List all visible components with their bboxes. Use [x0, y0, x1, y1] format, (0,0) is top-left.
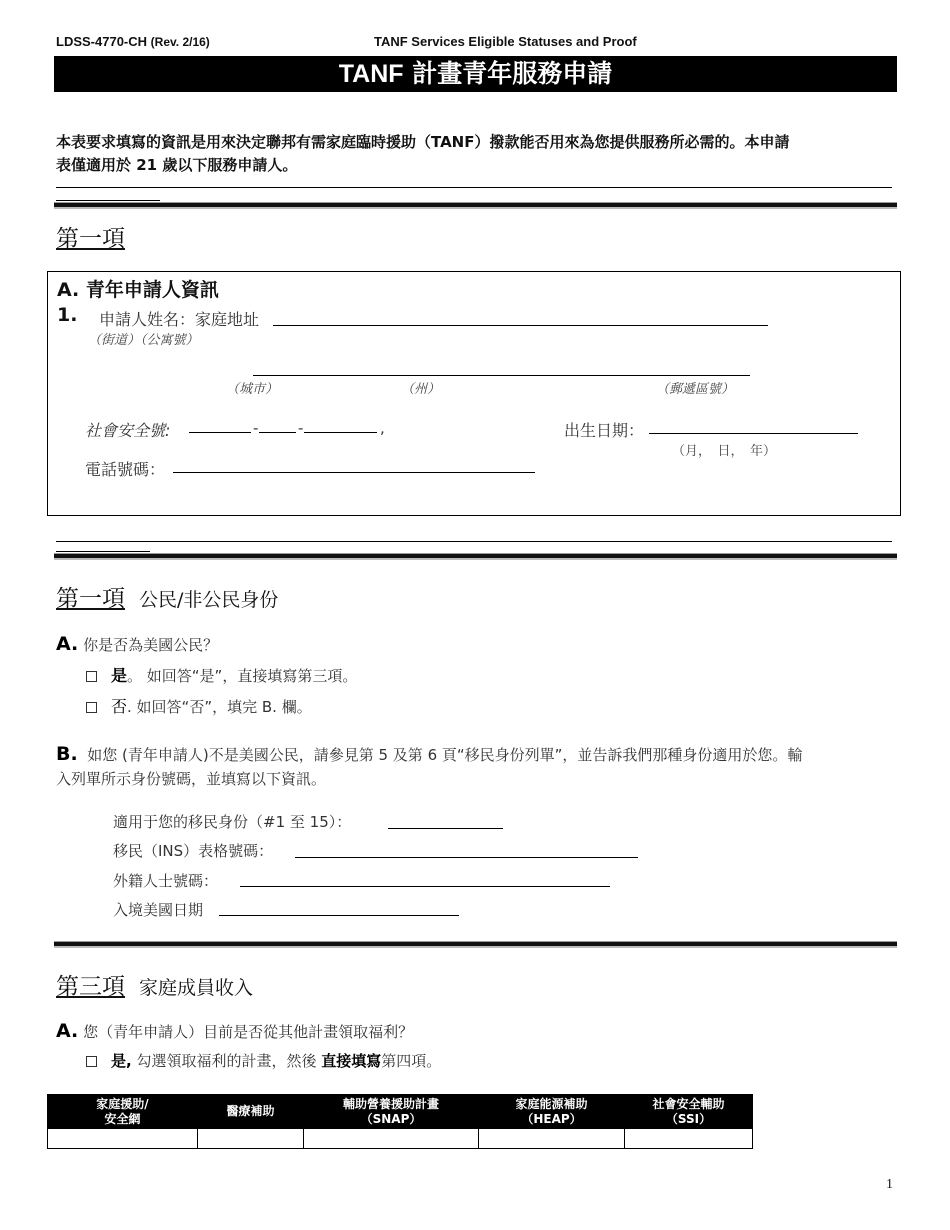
ssn-comma: ,	[380, 419, 385, 437]
question-text: 您（青年申請人）目前是否從其他計畫領取福利？	[83, 1023, 414, 1041]
header-line: 家庭援助/	[96, 1096, 149, 1111]
box-title: A. 青年申請人資訊	[57, 279, 219, 301]
header-line: 輔助營養援助計畫	[342, 1096, 439, 1111]
immigration-status-label: 適用于您的移民身份（#1 至 15）：	[113, 813, 352, 831]
cell-ssi[interactable]	[625, 1129, 753, 1149]
section-rule	[54, 202, 897, 209]
no-checkbox[interactable]	[86, 702, 97, 713]
divider	[56, 541, 892, 542]
dob-field[interactable]	[649, 433, 858, 434]
header-family-assistance	[48, 1095, 198, 1129]
ssn-dash: -	[298, 419, 304, 437]
question-letter: B.	[56, 743, 78, 765]
title-banner	[54, 56, 897, 92]
header-snap	[304, 1095, 479, 1129]
intro-line-2: 表僅適用於 21 歲以下服務申請人。	[56, 156, 298, 174]
entry-date-field[interactable]	[219, 915, 459, 916]
alien-number-label: 外籍人士號碼：	[113, 872, 219, 890]
divider	[56, 187, 892, 188]
cell-family-assistance[interactable]	[48, 1129, 198, 1149]
header-line: （SNAP）	[360, 1111, 422, 1126]
dob-label: 出生日期：	[564, 421, 645, 440]
ssn-dash: -	[253, 419, 259, 437]
section-rule	[54, 941, 897, 948]
form-revision: (Rev. 2/16)	[150, 35, 210, 49]
yes-instruction: 。 如回答“是”，直接填寫第三項。	[127, 667, 358, 685]
option-no	[86, 694, 312, 717]
name-address-field[interactable]	[273, 325, 768, 326]
dob-hint: （月， 日， 年）	[672, 444, 777, 459]
question-2a	[56, 633, 218, 655]
cell-heap[interactable]	[479, 1129, 625, 1149]
ssn-label: 社會安全號:	[85, 421, 171, 440]
phone-label: 電話號碼：	[85, 460, 166, 479]
intro-line-1: 本表要求填寫的資訊是用來決定聯邦有需家庭臨時援助（TANF）撥款能否用來為您提供服務所必需的。本申請	[56, 133, 790, 151]
immigration-status-field[interactable]	[388, 828, 503, 829]
option-text: 第四項。	[381, 1052, 442, 1070]
ins-form-label: 移民（INS）表格號碼：	[113, 842, 274, 860]
form-number: LDSS-4770-CH	[56, 34, 148, 49]
question-letter: A.	[56, 1020, 79, 1042]
section1-heading: 第一項	[56, 226, 125, 252]
question-text-line-2: 入列單所示身份號碼，並填寫以下資訊。	[56, 770, 327, 788]
option-yes	[86, 663, 357, 686]
header-heap	[479, 1095, 625, 1129]
question-2b	[56, 742, 896, 791]
question-letter: A.	[56, 633, 79, 655]
section2-subtitle: 公民/非公民身份	[139, 589, 279, 611]
cell-medicaid[interactable]	[198, 1129, 304, 1149]
section1-title	[56, 220, 125, 253]
no-instruction: . 如回答“否”，填完 B. 欄。	[127, 698, 312, 716]
yes-label: 是,	[111, 1052, 132, 1070]
header-line: 家庭能源補助	[515, 1096, 588, 1111]
zip-hint: （郵遞區號）	[656, 382, 735, 397]
cell-snap[interactable]	[304, 1129, 479, 1149]
city-hint: （城市）	[226, 382, 279, 397]
section3-heading: 第三項	[56, 974, 125, 1000]
divider	[56, 551, 150, 552]
benefits-yes-checkbox[interactable]	[86, 1056, 97, 1067]
ins-form-field[interactable]	[295, 857, 638, 858]
header-line: 安全網	[104, 1111, 141, 1126]
banner-en: TANF	[338, 60, 404, 88]
header-line: （SSI）	[665, 1111, 712, 1126]
ssn-field-part3[interactable]	[304, 432, 377, 433]
question-text-line-1: 如您 (青年申請人)不是美國公民，請參見第 5 及第 6 頁“移民身份列單”，並告訴我們那種身份適用於您。輸	[87, 746, 803, 764]
option-text: 勾選領取福利的計畫，然後	[131, 1052, 322, 1070]
name-address-label: 申請人姓名：家庭地址	[99, 310, 260, 329]
intro-paragraph	[56, 131, 898, 177]
city-state-zip-field[interactable]	[253, 375, 750, 376]
banner-zh: 計畫青年服務申請	[412, 59, 613, 88]
page-number: 1	[886, 1177, 893, 1192]
section2-title	[56, 580, 278, 613]
section-rule	[54, 553, 897, 560]
header-line: （HEAP）	[521, 1111, 582, 1126]
table-row	[48, 1129, 753, 1149]
yes-label: 是	[111, 666, 128, 685]
question-text: 你是否為美國公民？	[83, 636, 219, 654]
section3-subtitle: 家庭成員收入	[139, 977, 254, 999]
alien-number-field[interactable]	[240, 886, 610, 887]
phone-field[interactable]	[173, 472, 535, 473]
section3-title	[56, 968, 253, 1001]
ssn-field-part1[interactable]	[189, 432, 251, 433]
question-3a	[56, 1020, 413, 1042]
option-yes-benefits	[86, 1050, 441, 1071]
header-ssi	[625, 1095, 753, 1129]
english-title: TANF Services Eligible Statuses and Proof	[374, 34, 637, 49]
benefits-table	[47, 1094, 753, 1149]
yes-checkbox[interactable]	[86, 671, 97, 682]
no-label: 否	[111, 697, 128, 716]
option-text-bold: 直接填寫	[321, 1052, 382, 1070]
table-header-row	[48, 1095, 753, 1129]
header-line: 醫療補助	[226, 1104, 275, 1118]
item-number: 1.	[57, 304, 78, 326]
entry-date-label: 入境美國日期	[113, 901, 204, 919]
section2-heading: 第一項	[56, 586, 125, 612]
state-hint: （州）	[401, 382, 441, 397]
ssn-field-part2[interactable]	[259, 432, 296, 433]
street-apt-hint: （街道）（公寓號）	[88, 333, 199, 348]
header-medicaid	[198, 1095, 304, 1129]
header-line: 社會安全輔助	[652, 1096, 725, 1111]
form-id	[56, 34, 210, 49]
divider	[56, 200, 160, 201]
